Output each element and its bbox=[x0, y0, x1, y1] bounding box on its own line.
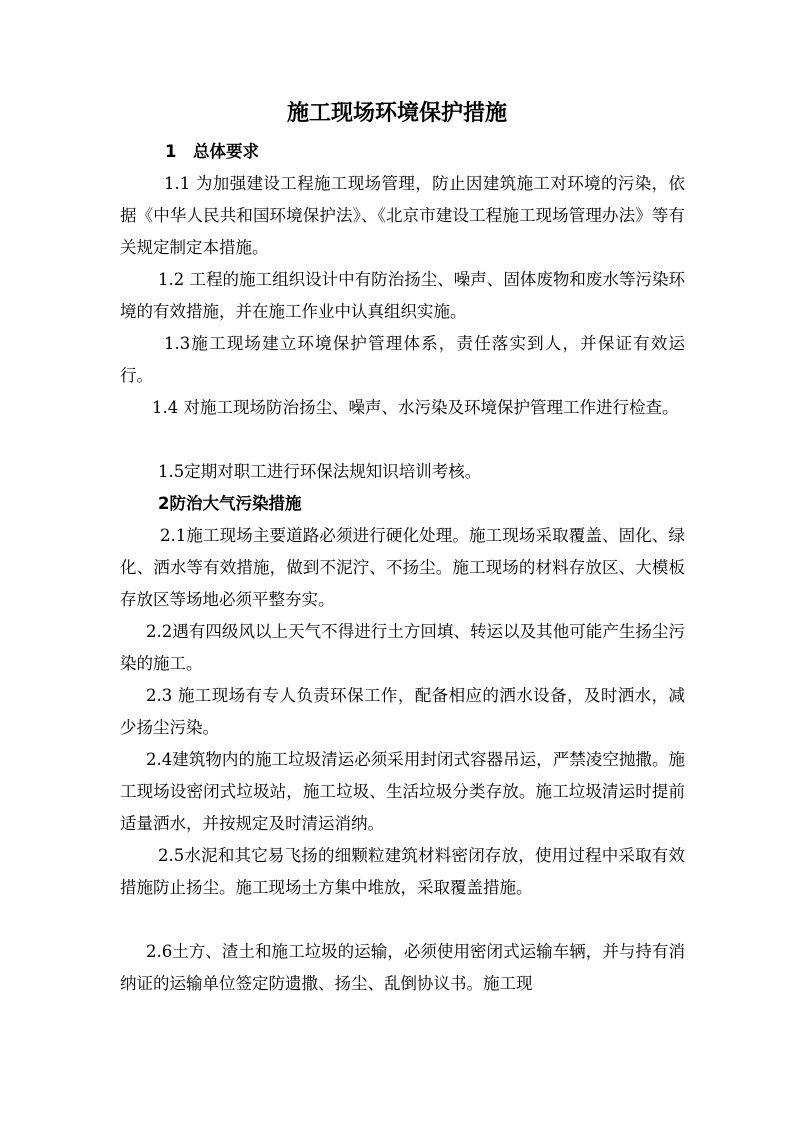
section-heading-general-requirements: 1 总体要求 bbox=[165, 142, 259, 161]
section-heading-air-pollution: 2防治大气污染措施 bbox=[158, 494, 302, 513]
paragraph-1-3: 1.3施工现场建立环境保护管理体系，责任落实到人，并保证有效运行。 bbox=[120, 334, 685, 385]
paragraph-1-5: 1.5定期对职工进行环保法规知识培训考核。 bbox=[158, 462, 482, 481]
paragraph-2-4: 2.4建筑物内的施工垃圾清运必须采用封闭式容器吊运，严禁凌空抛撒。施工现场设密闭式垃圾站，施工垃圾、生活垃圾分类存放。施工垃圾清运时提前适量洒水，并按规定及时清运消纳。 bbox=[120, 750, 685, 833]
paragraph-1-2: 1.2 工程的施工组织设计中有防治扬尘、噪声、固体废物和废水等污染环境的有效措施，并在施工作业中认真组织实施。 bbox=[120, 270, 685, 321]
paragraph-2-6: 2.6土方、渣土和施工垃圾的运输，必须使用密闭式运输车辆，并与持有消纳证的运输单位签定防遗撒、扬尘、乱倒协议书。施工现 bbox=[120, 942, 685, 993]
paragraph-1-1: 1.1 为加强建设工程施工现场管理，防止因建筑施工对环境的污染，依据《中华人民共和国环境保护法》、《北京市建设工程施工现场管理办法》等有关规定制定本措施。 bbox=[120, 174, 685, 257]
paragraph-2-1: 2.1施工现场主要道路必须进行硬化处理。施工现场采取覆盖、固化、绿化、洒水等有效措施，做到不泥泞、不扬尘。施工现场的材料存放区、大模板存放区等场地必须平整夯实。 bbox=[120, 526, 685, 609]
document-title: 施工现场环境保护措施 bbox=[286, 101, 507, 126]
paragraph-1-4: 1.4 对施工现场防治扬尘、噪声、水污染及环境保护管理工作进行检查。 bbox=[152, 398, 679, 417]
paragraph-2-5: 2.5水泥和其它易飞扬的细颗粒建筑材料密闭存放，使用过程中采取有效措施防止扬尘。施工现场土方集中堆放，采取覆盖措施。 bbox=[120, 846, 685, 897]
paragraph-2-3: 2.3 施工现场有专人负责环保工作，配备相应的洒水设备，及时洒水，减少扬尘污染。 bbox=[120, 686, 685, 737]
paragraph-2-2: 2.2遇有四级风以上天气不得进行土方回填、转运以及其他可能产生扬尘污染的施工。 bbox=[120, 622, 685, 673]
